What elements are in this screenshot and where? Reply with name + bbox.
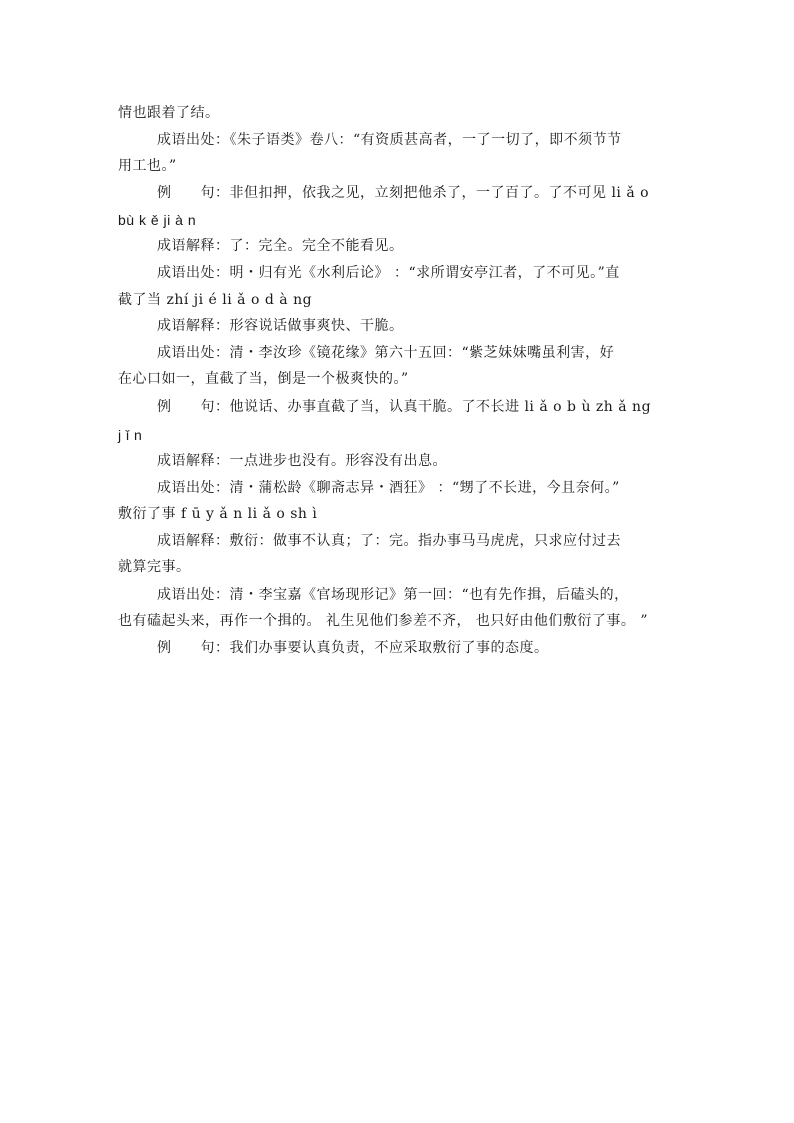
text-line: 成语解释：了：完全。完全不能看见。 <box>157 238 404 254</box>
text-line: 就算完事。 <box>118 559 191 575</box>
text-line: 也有磕起头来，再作一个揖的。 礼生见他们参差不齐， 也只好由他们敷衍了事。 ” <box>118 613 649 629</box>
text-line: 成语出处：明・归有光《水利后论》 ：“求所谓安亭江者，了不可见。”直 <box>157 265 620 281</box>
pinyin-line: bù k ě ji à n <box>118 212 197 228</box>
text-line: 例 句：他说话、办事直截了当，认真干脆。了不长进 li ǎ o b ù zh ǎ ng <box>157 399 652 415</box>
text-line: 成语解释：敷衍：做事不认真；了：完。指办事马马虎虎，只求应付过去 <box>157 533 621 549</box>
text-line: 成语出处：清・李宝嘉《官场现形记》第一回：“也有先作揖，后磕头的， <box>157 587 629 603</box>
text-line: 在心口如一，直截了当，倒是一个极爽快的。” <box>118 371 409 387</box>
idiom-heading: 截了当 zhí ji é li ǎ o d à ng <box>118 292 313 308</box>
text-line: 例 句：非但扣押，依我之见，立刻把他杀了，一了百了。了不可见 li ǎ o <box>157 185 650 201</box>
text-line: 例 句：我们办事要认真负责，不应采取敷衍了事的态度。 <box>157 640 549 656</box>
text-line: 成语出处：清・蒲松龄《聊斋志异・酒狂》 ：“甥了不长进，今且奈何。” <box>157 480 620 496</box>
text-line: 情也跟着了结。 <box>118 105 220 121</box>
pinyin-line: j ǐ n <box>118 427 143 443</box>
text-line: 成语解释：一点进步也没有。形容没有出息。 <box>157 453 447 469</box>
idiom-heading: 敷衍了事 f ū y ǎ n li ǎ o sh ì <box>118 506 318 522</box>
text-line: 成语解释：形容说话做事爽快、干脆。 <box>157 318 404 334</box>
text-line: 成语出处：清・李汝珍《镜花缘》第六十五回：“紫芝妹妹嘴虽利害，好 <box>157 345 615 361</box>
text-line: 用工也。” <box>118 158 177 174</box>
text-line: 成语出处：《朱子语类》卷八：“有资质甚高者，一了一切了，即不须节节 <box>157 132 622 148</box>
